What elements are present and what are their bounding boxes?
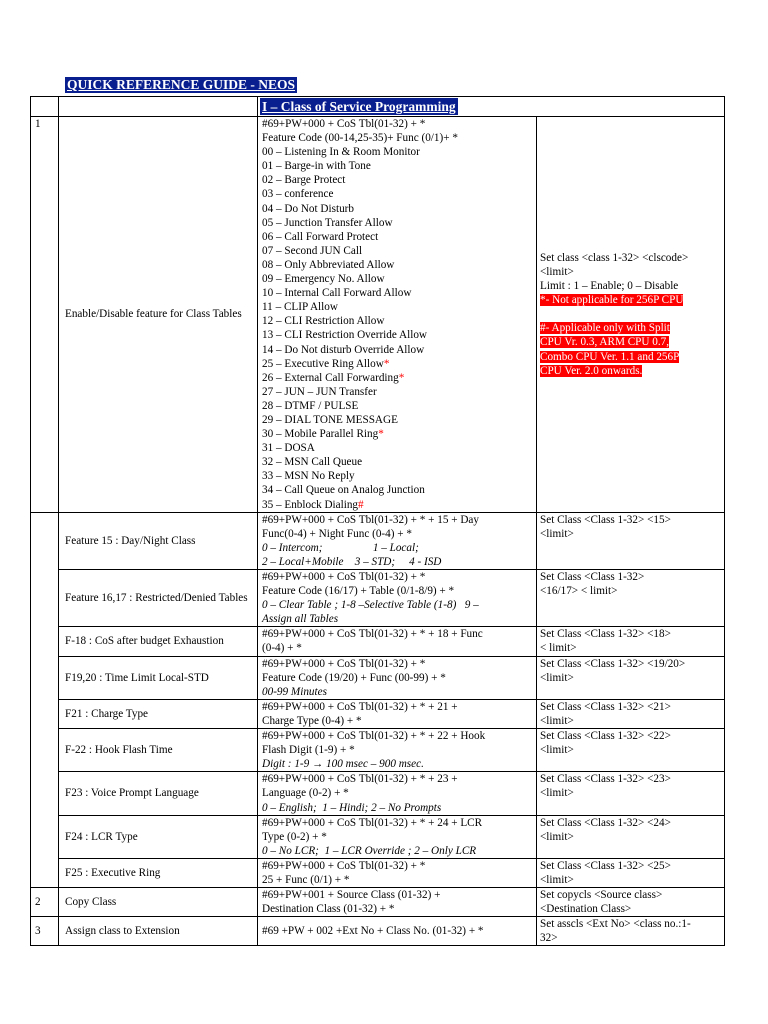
feature-code-text: 09 – Emergency No. Allow — [262, 273, 385, 286]
command-note: 0 – No LCR; 1 – LCR Override ; 2 – Only LCR — [262, 844, 477, 857]
set-command-cell — [537, 772, 725, 815]
feature-name: F21 : Charge Type — [59, 699, 258, 728]
set-command-cell — [537, 917, 725, 946]
feature-name: F25 : Executive Ring — [59, 858, 258, 887]
set-command-line: <limit> — [540, 527, 574, 540]
set-command-cell — [537, 815, 725, 858]
feature-code-item — [262, 272, 533, 286]
row-number: 3 — [31, 917, 59, 946]
feature-code-text: 03 – conference — [262, 188, 334, 201]
feature-name: Enable/Disable feature for Class Tables — [59, 117, 258, 513]
set-command-line: <limit> — [540, 714, 574, 727]
feature-code-item — [262, 328, 533, 342]
table-row — [31, 570, 725, 627]
feature-code-text: 25 – Executive Ring Allow — [262, 357, 384, 370]
feature-code-text: 10 – Internal Call Forward Allow — [262, 287, 412, 300]
table-row — [31, 117, 725, 513]
feature-code-item — [262, 173, 533, 187]
set-command-line: < limit> — [540, 642, 577, 655]
feature-name: F-18 : CoS after budget Exhaustion — [59, 627, 258, 656]
feature-name: F-22 : Hook Flash Time — [59, 729, 258, 772]
command-cell — [258, 729, 537, 772]
set-command-line: <limit> — [540, 744, 574, 757]
feature-code-text: 05 – Junction Transfer Allow — [262, 216, 393, 229]
feature-code-item — [262, 258, 533, 272]
command-note: 0 – Intercom; 1 – Local; — [262, 541, 419, 554]
set-command-cell — [537, 512, 725, 569]
feature-code-text: 34 – Call Queue on Analog Junction — [262, 484, 425, 497]
page-title: QUICK REFERENCE GUIDE - NEOS — [67, 77, 296, 92]
feature-code-text: 02 – Barge Protect — [262, 174, 346, 187]
row-number: 2 — [31, 888, 59, 917]
set-command-line: <limit> — [540, 830, 574, 843]
command-line: #69+PW+000 + CoS Tbl(01-32) + * + 22 + Hook — [262, 730, 486, 743]
feature-code-text: 12 – CLI Restriction Allow — [262, 315, 385, 328]
feature-code-item — [262, 202, 533, 216]
table-row — [31, 627, 725, 656]
command-line: #69+PW+000 + CoS Tbl(01-32) + * + 18 + Func — [262, 628, 483, 641]
command-line: #69+PW+000 + CoS Tbl(01-32) + * — [262, 657, 426, 670]
reference-table — [30, 96, 725, 946]
set-command-line: Set Class <Class 1-32> — [540, 571, 645, 583]
feature-code-item — [262, 314, 533, 328]
set-command-cell — [537, 858, 725, 887]
command-line: 25 + Func (0/1) + * — [262, 873, 350, 886]
set-command-line: Set Class <Class 1-32> <21> — [540, 700, 671, 713]
command-cell — [258, 627, 537, 656]
command-note: 00-99 Minutes — [262, 685, 327, 698]
note-applicable: CPU Ver. 2.0 onwards. — [540, 364, 643, 377]
feature-code-item — [262, 159, 533, 173]
feature-name: F19,20 : Time Limit Local-STD — [59, 656, 258, 699]
feature-code-item — [262, 385, 533, 399]
section-heading: I – Class of Service Programming — [262, 98, 456, 114]
command-line: #69 +PW + 002 +Ext No + Class No. (01-32) + * — [262, 925, 484, 938]
set-command-cell — [537, 729, 725, 772]
command-note: Digit : 1-9 → 100 msec – 900 msec. — [262, 758, 424, 771]
feature-code-text: 00 – Listening In & Room Monitor — [262, 146, 420, 159]
note-applicable: Combo CPU Ver. 1.1 and 256P — [540, 350, 680, 363]
command-line: Feature Code (00-14,25-35)+ Func (0/1)+ * — [262, 132, 458, 145]
table-row — [31, 772, 725, 815]
set-command-line: Set class <class 1-32> <clscode> — [540, 251, 689, 264]
table-row — [31, 917, 725, 946]
command-cell — [258, 699, 537, 728]
feature-code-item — [262, 413, 533, 427]
set-command-line: <16/17> < limit> — [540, 585, 618, 598]
command-line: Feature Code (19/20) + Func (00-99) + * — [262, 671, 446, 684]
set-command-cell — [537, 117, 725, 513]
feature-code-text: 13 – CLI Restriction Override Allow — [262, 329, 427, 342]
command-line: #69+PW+000 + CoS Tbl(01-32) + * + 21 + — [262, 700, 458, 713]
feature-code-item — [262, 357, 533, 371]
command-line: (0-4) + * — [262, 642, 302, 655]
feature-code-item — [262, 427, 533, 441]
row-number-blank — [31, 512, 59, 887]
header-blank-cell — [59, 97, 258, 117]
table-row — [31, 656, 725, 699]
command-cell — [258, 815, 537, 858]
command-line: #69+PW+000 + CoS Tbl(01-32) + * + 24 + LCR — [262, 816, 483, 829]
feature-code-text: 27 – JUN – JUN Transfer — [262, 385, 377, 398]
feature-code-text: 01 – Barge-in with Tone — [262, 160, 371, 173]
set-command-line: <limit> — [540, 266, 574, 279]
command-line: #69+PW+000 + CoS Tbl(01-32) + * — [262, 571, 426, 583]
set-command-line: Set Class <Class 1-32> <19/20> — [540, 657, 686, 670]
table-row — [31, 858, 725, 887]
set-command-line: Set Class <Class 1-32> <15> — [540, 513, 671, 526]
command-note: 0 – English; 1 – Hindi; 2 – No Prompts — [262, 801, 442, 814]
command-cell — [258, 570, 537, 627]
feature-name: F24 : LCR Type — [59, 815, 258, 858]
command-line: Destination Class (01-32) + * — [262, 903, 395, 916]
feature-code-item — [262, 343, 533, 357]
command-line: #69+PW+000 + CoS Tbl(01-32) + * + 15 + Day — [262, 513, 479, 526]
feature-code-text: 26 – External Call Forwarding — [262, 371, 399, 384]
feature-code-item — [262, 371, 533, 385]
set-command-line: Set Class <Class 1-32> <24> — [540, 816, 671, 829]
feature-code-text: 06 – Call Forward Protect — [262, 230, 379, 243]
command-cell — [258, 512, 537, 569]
command-line: Feature Code (16/17) + Table (0/1-8/9) + * — [262, 585, 455, 598]
section-header-row — [31, 97, 725, 117]
set-command-line: Set Class <Class 1-32> <23> — [540, 773, 671, 786]
set-command-cell — [537, 627, 725, 656]
command-note: 0 – Clear Table ; 1-8 –Selective Table (1-8) 9 – — [262, 599, 479, 612]
command-cell — [258, 656, 537, 699]
feature-code-text: 04 – Do Not Disturb — [262, 202, 354, 215]
feature-code-item — [262, 145, 533, 159]
feature-name: Assign class to Extension — [59, 917, 258, 946]
command-cell — [258, 117, 537, 513]
table-row — [31, 729, 725, 772]
feature-name: F23 : Voice Prompt Language — [59, 772, 258, 815]
set-command-line: Set Class <Class 1-32> <25> — [540, 859, 671, 872]
feature-code-item — [262, 300, 533, 314]
feature-code-item — [262, 244, 533, 258]
feature-code-mark: * — [398, 371, 405, 384]
set-command-line: Set copycls <Source class> — [540, 889, 663, 902]
set-command-line: <limit> — [540, 873, 574, 886]
command-line: Type (0-2) + * — [262, 830, 327, 843]
feature-code-item — [262, 441, 533, 455]
table-row — [31, 512, 725, 569]
command-line: #69+PW+001 + Source Class (01-32) + — [262, 889, 441, 902]
feature-code-text: 28 – DTMF / PULSE — [262, 399, 359, 412]
command-cell — [258, 888, 537, 917]
feature-code-mark: * — [378, 428, 384, 441]
row-number: 1 — [31, 117, 59, 513]
set-command-line: <limit> — [540, 671, 574, 684]
command-line: Flash Digit (1-9) + * — [262, 744, 355, 757]
set-command-line: 32> — [540, 932, 558, 945]
feature-code-text: 14 – Do Not disturb Override Allow — [262, 343, 425, 356]
feature-code-item — [262, 399, 533, 413]
set-command-line: <limit> — [540, 787, 574, 800]
set-command-line: Set Class <Class 1-32> <22> — [540, 730, 671, 743]
table-row — [31, 815, 725, 858]
feature-code-text: 29 – DIAL TONE MESSAGE — [262, 413, 398, 426]
command-line: #69+PW+000 + CoS Tbl(01-32) + * — [262, 859, 426, 872]
set-command-line: Set asscls <Ext No> <class no.:1- — [540, 918, 691, 931]
note-applicable: #- Applicable only with Split — [540, 322, 670, 335]
feature-code-item — [262, 498, 533, 512]
feature-code-text: 11 – CLIP Allow — [262, 301, 338, 314]
command-cell — [258, 858, 537, 887]
feature-name: Feature 16,17 : Restricted/Denied Tables — [59, 570, 258, 627]
feature-code-item — [262, 469, 533, 483]
command-line: Language (0-2) + * — [262, 787, 349, 800]
feature-code-text: 30 – Mobile Parallel Ring — [262, 428, 379, 441]
set-command-cell — [537, 570, 725, 627]
command-note: Assign all Tables — [262, 613, 339, 626]
feature-code-list — [262, 145, 533, 511]
set-command-line: <Destination Class> — [540, 903, 632, 916]
command-line: #69+PW+000 + CoS Tbl(01-32) + * + 23 + — [262, 773, 458, 786]
feature-code-item — [262, 230, 533, 244]
feature-code-text: 33 – MSN No Reply — [262, 470, 355, 483]
header-blank-cell — [31, 97, 59, 117]
set-command-line: Limit : 1 – Enable; 0 – Disable — [540, 280, 679, 293]
feature-code-item — [262, 187, 533, 201]
feature-name: Feature 15 : Day/Night Class — [59, 512, 258, 569]
feature-code-item — [262, 483, 533, 497]
command-line: Func(0-4) + Night Func (0-4) + * — [262, 527, 412, 540]
section-heading-cell — [258, 97, 725, 117]
feature-code-item — [262, 286, 533, 300]
feature-code-text: 31 – DOSA — [262, 442, 315, 455]
set-command-cell — [537, 656, 725, 699]
command-note: 2 – Local+Mobile 3 – STD; 4 - ISD — [262, 555, 442, 568]
set-command-cell — [537, 699, 725, 728]
feature-code-item — [262, 216, 533, 230]
feature-code-mark: * — [383, 357, 390, 370]
command-line: Charge Type (0-4) + * — [262, 714, 362, 727]
note-not-applicable: *- Not applicable for 256P CPU — [540, 294, 684, 307]
feature-code-item — [262, 455, 533, 469]
set-command-cell — [537, 888, 725, 917]
command-line: #69+PW+000 + CoS Tbl(01-32) + * — [262, 118, 426, 130]
feature-code-text: 32 – MSN Call Queue — [262, 456, 363, 469]
note-applicable: CPU Vr. 0.3, ARM CPU 0.7, — [540, 336, 670, 349]
feature-code-text: 07 – Second JUN Call — [262, 244, 363, 257]
command-cell — [258, 917, 537, 946]
set-command-line: Set Class <Class 1-32> <18> — [540, 628, 671, 641]
feature-name: Copy Class — [59, 888, 258, 917]
command-cell — [258, 772, 537, 815]
feature-code-mark: # — [358, 498, 364, 511]
feature-code-text: 35 – Enblock Dialing — [262, 498, 359, 511]
table-row — [31, 888, 725, 917]
feature-code-text: 08 – Only Abbreviated Allow — [262, 258, 395, 271]
table-row — [31, 699, 725, 728]
